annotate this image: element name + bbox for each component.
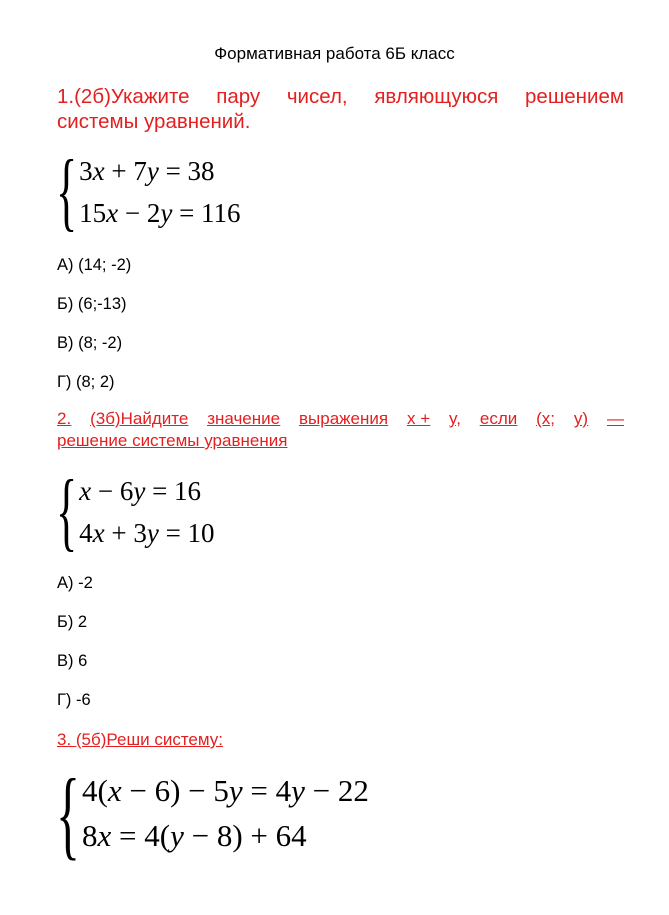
question-1-line-2: системы уравнений.: [57, 110, 251, 133]
question-3-heading: 3. (5б)Реши систему:: [57, 730, 223, 749]
page-title: Формативная работа 6Б класс: [214, 44, 455, 63]
equation-2-2: 4x + 3y = 10: [79, 518, 215, 548]
q1-option-d: Г) (8; 2): [57, 373, 115, 391]
system-brace: {: [56, 462, 78, 560]
equation-system-1: [56, 142, 241, 240]
q2-option-b: Б) 2: [57, 613, 88, 631]
question-1: [57, 84, 624, 134]
q2-option-d: Г) -6: [57, 691, 91, 709]
equation-1-1: 3x + 7y = 38: [79, 156, 215, 186]
question-2-line-1: 2. (3б)Найдите значение выражения x + y, если (x; y) —: [57, 409, 624, 428]
system-brace: {: [56, 142, 78, 240]
equation-3-2: 8x = 4(y − 8) + 64: [82, 818, 307, 853]
question-1-line-1: 1.(2б)Укажите пару чисел, являющуюся решением: [57, 85, 624, 108]
q1-option-b: Б) (6;-13): [57, 295, 127, 313]
equation-system-3: [56, 757, 369, 869]
q2-option-c: В) 6: [57, 652, 88, 670]
system-brace: {: [56, 757, 80, 869]
q1-option-c: В) (8; -2): [57, 334, 123, 352]
equation-2-1: x − 6y = 16: [79, 476, 202, 506]
question-2: [57, 408, 624, 452]
q2-option-a: А) -2: [57, 574, 93, 592]
question-2-line-2: решение системы уравнения: [57, 431, 288, 450]
equation-3-1: 4(x − 6) − 5y = 4y − 22: [82, 773, 369, 808]
q1-option-a: А) (14; -2): [57, 256, 132, 274]
equation-1-2: 15x − 2y = 116: [79, 198, 241, 228]
equation-system-2: [56, 462, 215, 560]
